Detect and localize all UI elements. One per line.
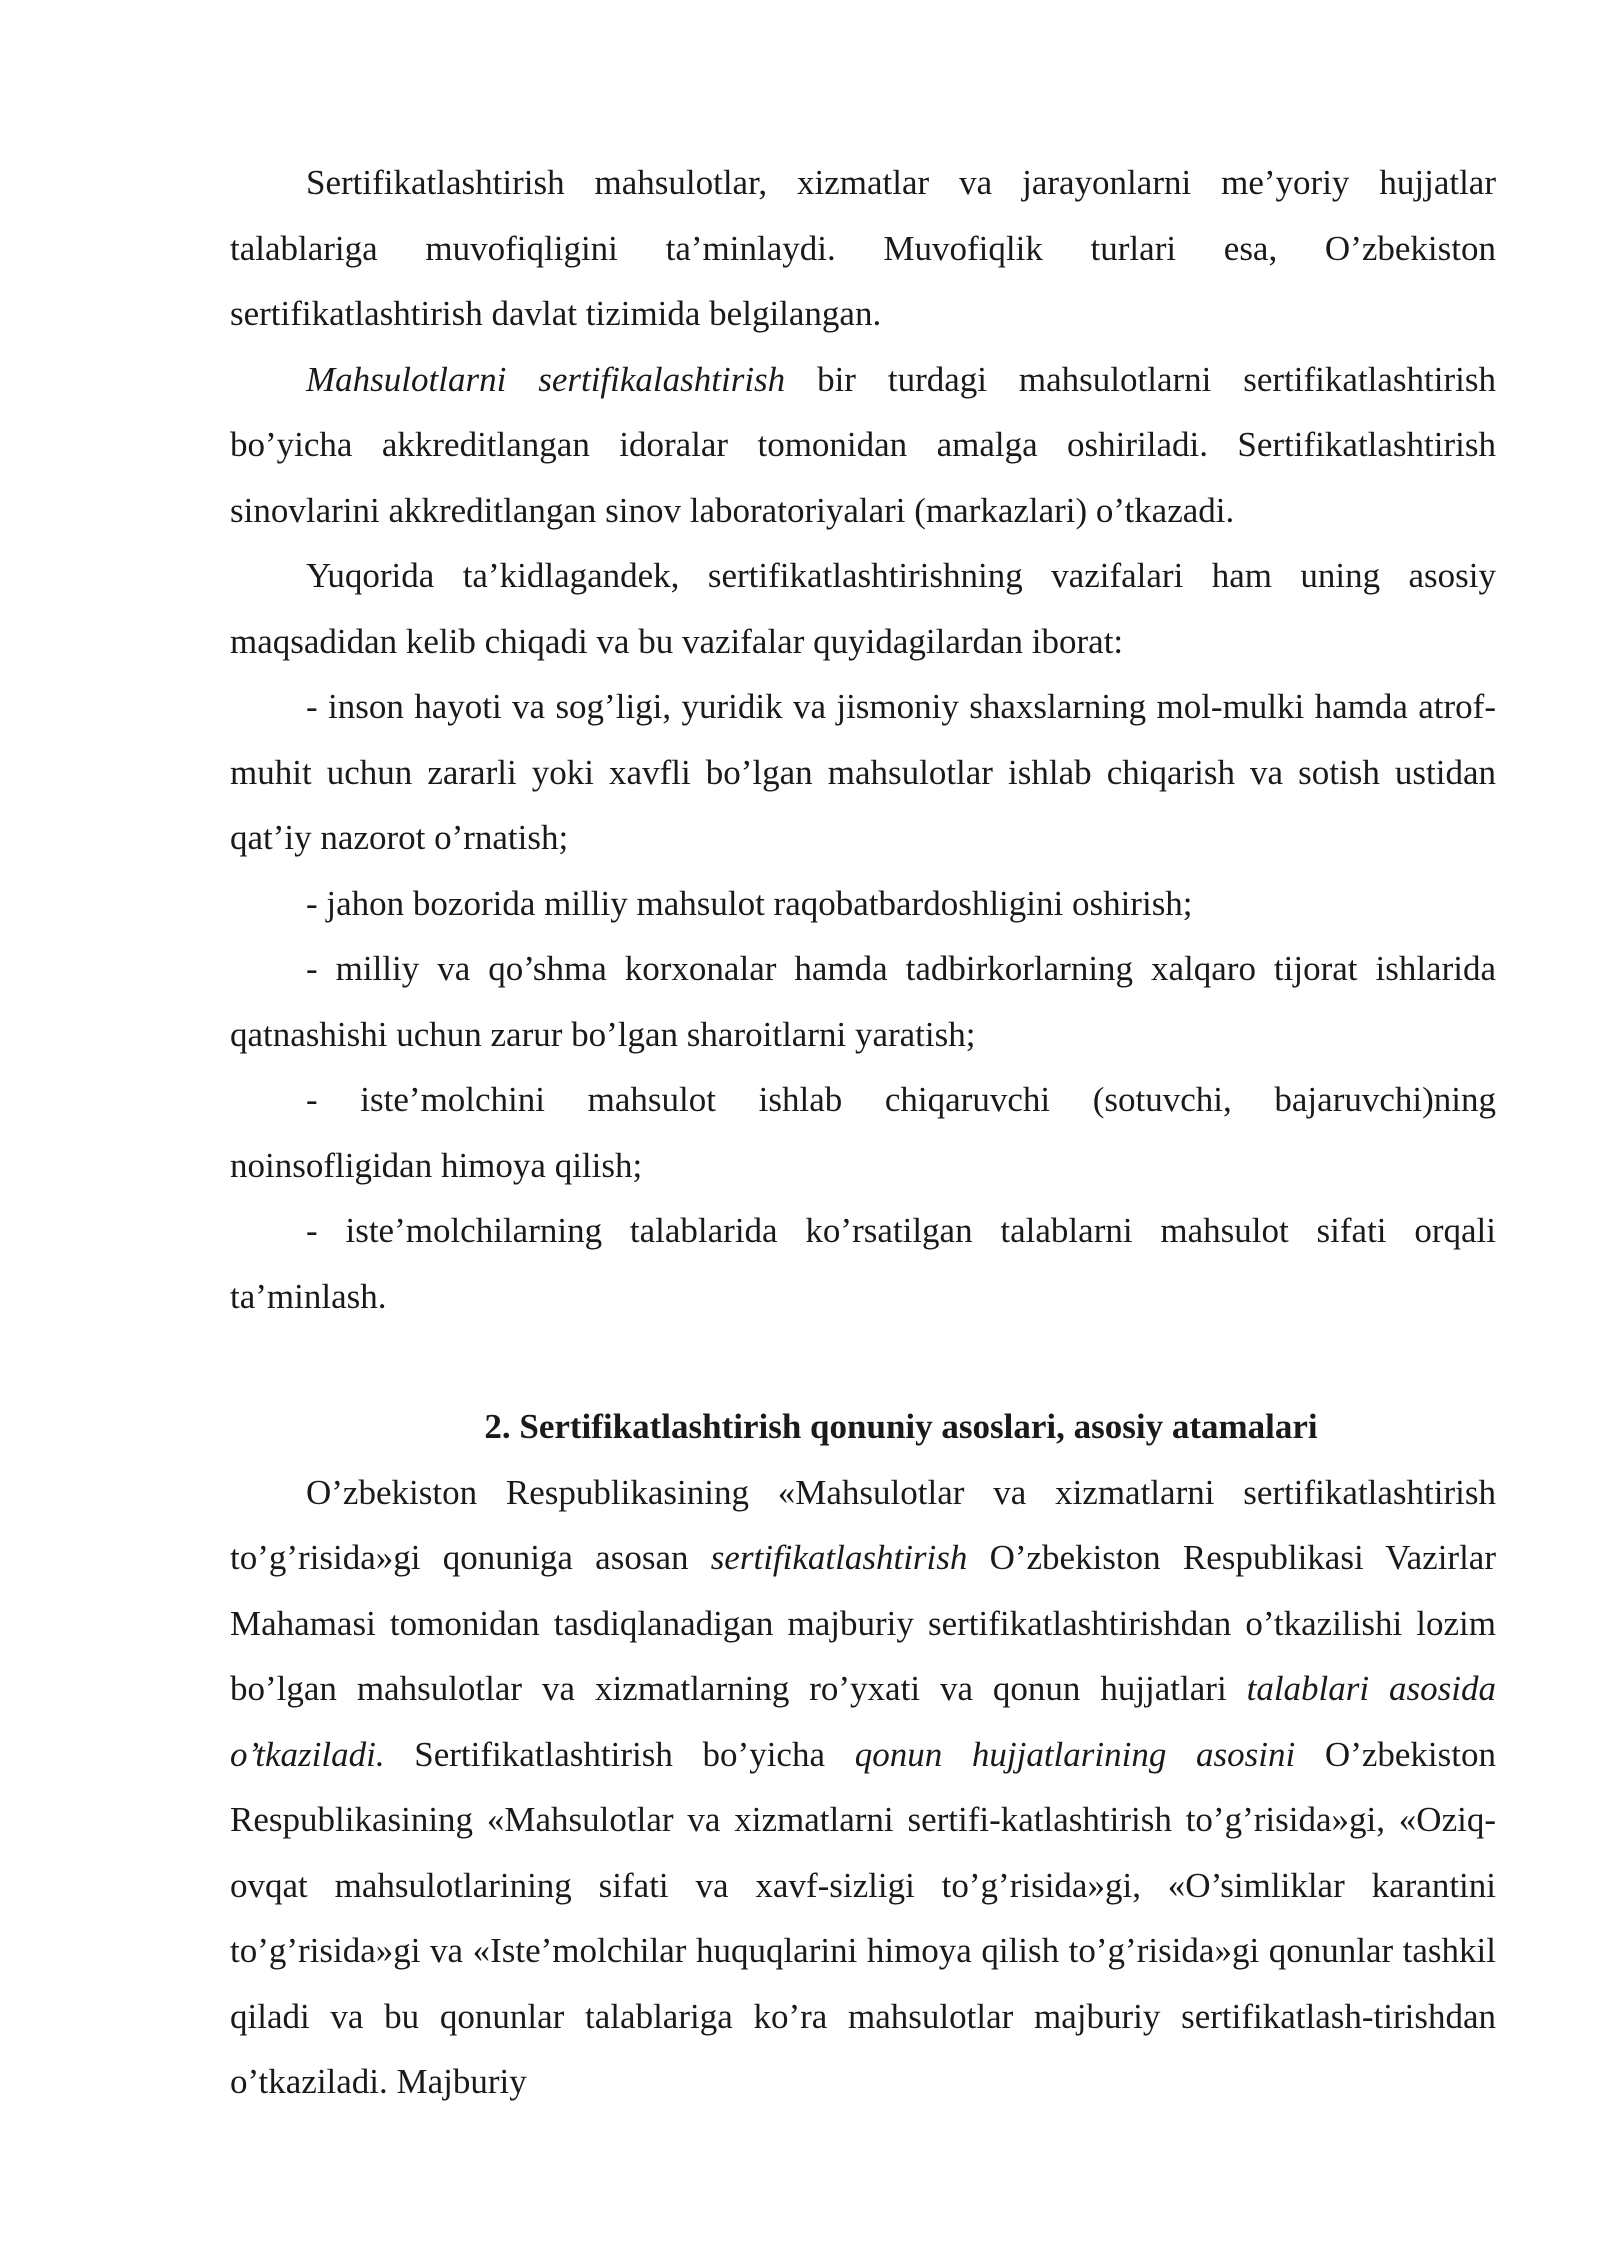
intro-paragraph-3: Yuqorida ta’kidlagandek, sertifikatlashtirishning vazifalari ham uning asosiy maqsadidan kelib chiqadi va bu vazifalar quyidagilardan iborat: xyxy=(230,556,1496,661)
italic-phrase-requirements: talablari asosida o’tkaziladi. xyxy=(230,1669,1496,1774)
section-2-paragraph xyxy=(230,1460,1496,2115)
intro-paragraph-2 xyxy=(230,347,1496,544)
section-2-heading: 2. Sertifikatlashtirish qonuniy asoslari, asosiy atamalari xyxy=(484,1407,1318,1446)
task-list-item: - iste’molchilarning talablarida ko’rsatilgan talablarni mahsulot sifati orqali ta’minlash. xyxy=(230,1211,1496,1316)
italic-term-product-certification: Mahsulotlarni sertifikalashtirish xyxy=(306,359,786,399)
document-body xyxy=(230,150,1496,2115)
section-2-text-4: O’zbekiston Respublikasining «Mahsulotlar va xizmatlarni sertifi-katlashtirish to’g’risida»gi, «Oziq-ovqat mahsulotlarining sifati va xavf-sizligi to’g’risida»gi, «O’simliklar karantini to’g’risida»gi va «Iste’molchilar huquqlarini himoya qilish to’g’risida»gi qonunlar tashkil qiladi va bu qonunlar talablariga ko’ra mahsulotlar majburiy sertifikatlash-tirishdan o’tkaziladi. Majburiy xyxy=(230,1734,1496,2101)
section-2-text-2: O’zbekiston Respublikasi Vazirlar Mahamasi tomonidan tasdiqlanadigan majburiy sertifikatlashtirishdan o’tkazilishi lozim bo’lgan mahsulotlar va xizmatlarning ro’yxati va qonun hujjatlari xyxy=(230,1538,1497,1708)
task-list-item: - milliy va qo’shma korxonalar hamda tadbirkorlarning xalqaro tijorat ishlarida qatnashishi uchun zarur bo’lgan sharoitlarni yaratish; xyxy=(230,949,1496,1054)
section-2-text-3: Sertifikatlashtirish bo’yicha xyxy=(384,1734,855,1774)
task-list-item: - inson hayoti va sog’ligi, yuridik va jismoniy shaxslarning mol-mulki hamda atrof-muhit uchun zararli yoki xavfli bo’lgan mahsulotlar ishlab chiqarish va sotish ustidan qat’iy nazorot o’rnatish; xyxy=(230,687,1496,857)
italic-term-certification: sertifikatlashtirish xyxy=(710,1538,968,1577)
section-2-text-1: O’zbekiston Respublikasining «Mahsulotlar va xizmatlarni sertifikatlashtirish to’g’risida»gi qonuniga asosan xyxy=(230,1472,1496,1577)
task-list-item: - iste’molchini mahsulot ishlab chiqaruvchi (sotuvchi, bajaruvchi)ning noinsofligidan himoya qilish; xyxy=(230,1080,1496,1185)
intro-paragraph-2-text: bir turdagi mahsulotlarni sertifikatlashtirish bo’yicha akkreditlangan idoralar tomonidan amalga oshiriladi. Sertifikatlashtirish sinovlarini akkreditlangan sinov laboratoriyalari (markazlari) o’tkazadi. xyxy=(230,359,1496,530)
italic-phrase-legal-basis: qonun hujjatlarining asosini xyxy=(854,1734,1296,1774)
task-list-item: - jahon bozorida milliy mahsulot raqobatbardoshligini oshirish; xyxy=(306,883,1193,923)
intro-paragraph-1: Sertifikatlashtirish mahsulotlar, xizmatlar va jarayonlarni me’yoriy hujjatlar talablariga muvofiqligini ta’minlaydi. Muvofiqlik turlari esa, O’zbekiston sertifikatlashtirish davlat tizimida belgilangan. xyxy=(230,163,1496,333)
